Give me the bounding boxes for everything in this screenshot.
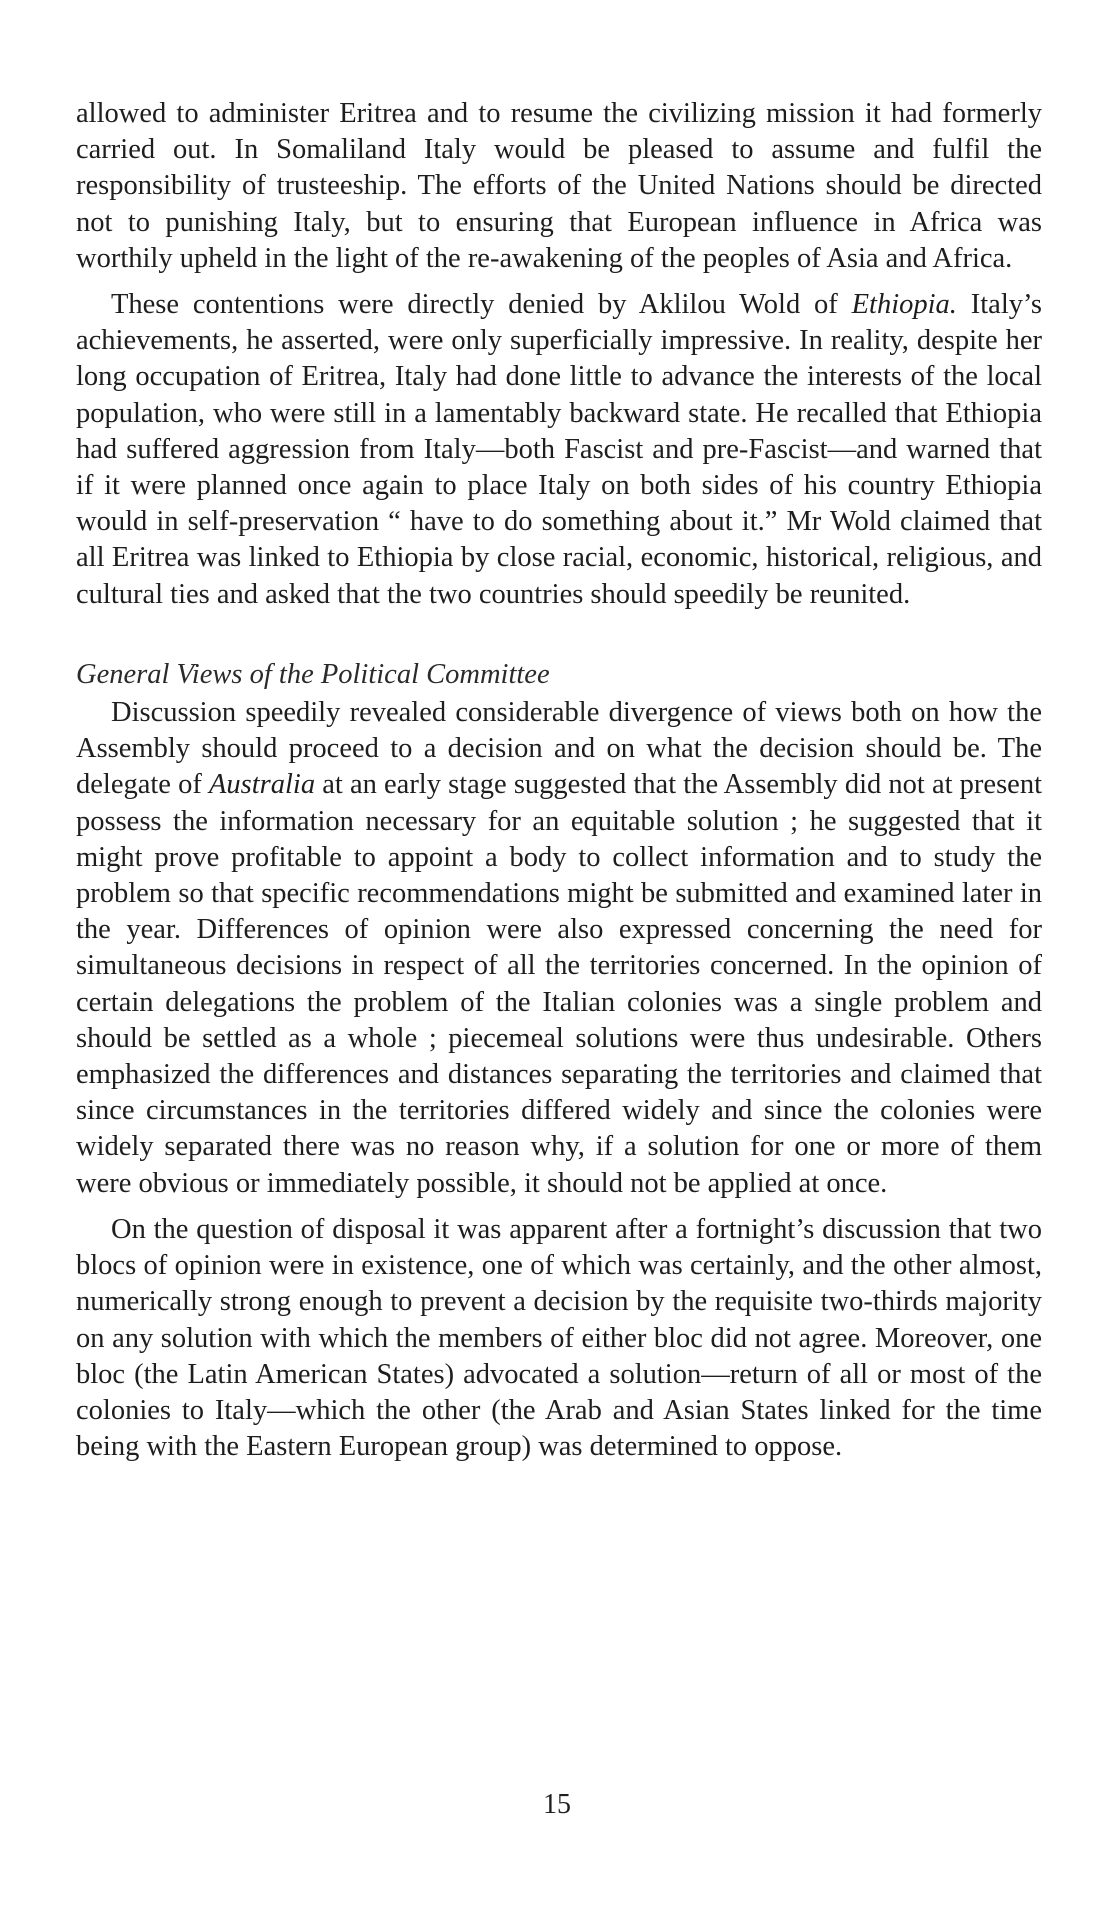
paragraph-disposal-blocs — [76, 1212, 1042, 1465]
paragraph-text: On the question of disposal it was apparent after a fortnight’s discussion that two blocs of opinion were in existence, one of which was certainly, and the other almost, numerically strong enough to prevent a decision by the requisite two-thirds majority on any solution with which the members of either bloc did not agree. Moreover, one bloc (the Latin American States) advocated a solution—return of all or most of the colonies to Italy—which the other (the Arab and Asian States linked for the time being with the Eastern European group) was determined to oppose. — [76, 1213, 1042, 1463]
country-name-australia: Australia — [208, 769, 316, 801]
page-body — [76, 96, 1042, 1465]
paragraph-text: allowed to administer Eritrea and to resume the civilizing mission it had formerly carried out. In Somaliland Italy would be pleased to assume and fulfil the responsibility of trusteeship. The efforts of the United Nations should be directed not to punishing Italy, but to ensuring that European influence in Africa was worthily upheld in the light of the re-awakening of the peoples of Asia and Africa. — [76, 98, 1042, 274]
paragraph-text-rest: Italy’s achievements, he asserted, were only superficially impressive. In reality, despite her long occupation of Eritrea, Italy had done little to advance the interests of the local population, who were still in a lamentably backward state. He recalled that Ethiopia had suffered aggression from Italy—both Fascist and pre-Fascist—and warned that if it were planned once again to place Italy on both sides of his country Ethiopia would in self-preservation “ have to do something about it.” Mr Wold claimed that all Eritrea was linked to Ethiopia by close racial, economic, historical, religious, and cultural ties and asked that the two countries should speedily be reunited. — [76, 289, 1042, 610]
section-heading: General Views of the Political Committee — [76, 658, 550, 690]
paragraph-text-rest: at an early stage suggested that the Assembly did not at present possess the information necessary for an equitable solution ; he suggested that it might prove profitable to appoint a body to collect information and to study the problem so that specific recommendations might be submitted and examined later in the year. Differences of opinion were also expressed concerning the need for simultaneous decisions in respect of all the territories concerned. In the opinion of certain delegations the problem of the Italian colonies was a single problem and should be settled as a whole ; piecemeal solutions were thus undesirable. Others emphasized the differences and distances separating the territories and claimed that since circumstances in the territories differed widely and since the colonies were widely separated there was no reason why, if a solution for one or more of them were obvious or immediately possible, it should not be applied at once. — [76, 769, 1042, 1199]
paragraph-text-start: Discussion speedily revealed considerable divergence of views both on how the Assembly should proceed to a decision and on what the decision should be. The delegate of — [76, 697, 1042, 801]
page-number: 15 — [543, 1789, 571, 1820]
paragraph-political-committee-views — [76, 695, 1042, 1202]
paragraph-text-start: These contentions were directly denied by Aklilou Wold of — [111, 289, 852, 321]
paragraph-italy-trusteeship — [76, 96, 1042, 277]
paragraph-ethiopia-response — [76, 287, 1042, 613]
country-name-ethiopia: Ethiopia. — [851, 289, 957, 321]
